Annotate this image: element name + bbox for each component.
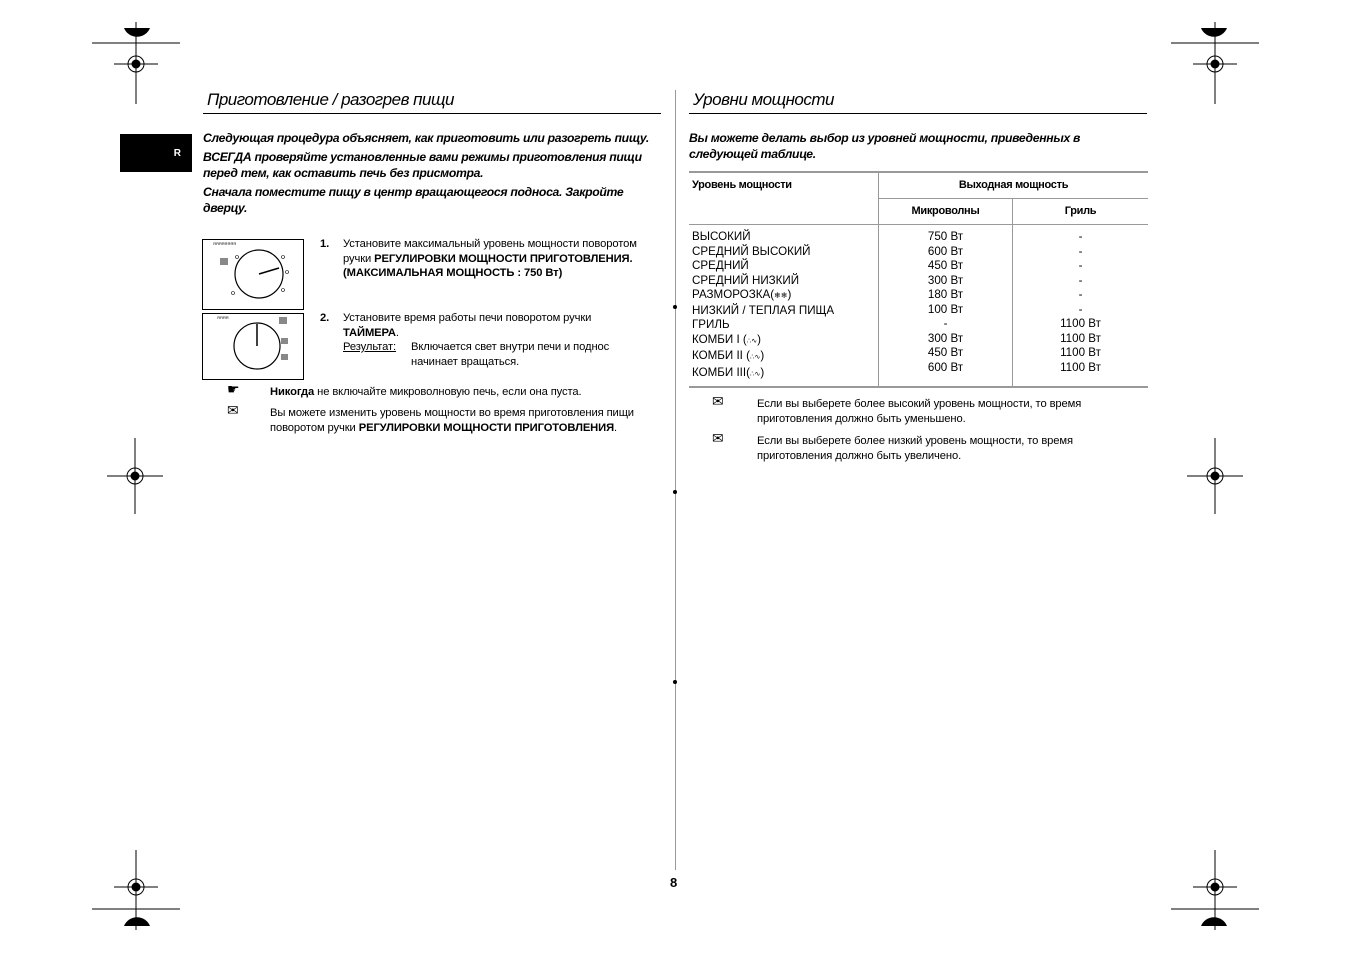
table-col-level bbox=[689, 225, 879, 386]
defrost-icon: ❄❄ bbox=[774, 291, 788, 300]
divider-dot bbox=[673, 305, 677, 309]
power-table bbox=[689, 171, 1148, 388]
table-cell-micro: 300 Вт bbox=[927, 331, 964, 345]
divider-dot bbox=[673, 680, 677, 684]
step-1-number: 1. bbox=[320, 238, 330, 250]
table-cell-micro: 180 Вт bbox=[927, 288, 964, 301]
table-row-level: РАЗМОРОЗКА(❄❄) bbox=[692, 288, 792, 301]
table-header-level: Уровень мощности bbox=[689, 173, 879, 224]
table-row-level: НИЗКИЙ / ТЕПЛАЯ ПИЩА bbox=[692, 303, 835, 317]
combi-icon: ∴∿ bbox=[746, 337, 758, 345]
table-cell-grill: - bbox=[1078, 288, 1083, 301]
note-icon: ✉ bbox=[712, 393, 724, 409]
divider-dot bbox=[673, 490, 677, 494]
table-cell-grill: 1100 Вт bbox=[1060, 346, 1101, 359]
right-intro: Вы можете делать выбор из уровней мощности, приведенных в следующей таблице. bbox=[689, 131, 1081, 161]
combi-icon: ∴∿ bbox=[750, 370, 761, 378]
combi-icon: ∴∿ bbox=[750, 354, 761, 361]
power-dial-illustration bbox=[202, 239, 304, 310]
table-row-level: СРЕДНИЙ НИЗКИЙ bbox=[692, 273, 800, 287]
table-cell-grill: - bbox=[1078, 244, 1083, 258]
left-intro bbox=[203, 130, 661, 219]
left-section-title: Приготовление / разогрев пищи bbox=[203, 90, 661, 114]
table-col-microwave bbox=[879, 225, 1013, 386]
table-cell-grill: 1100 Вт bbox=[1060, 331, 1101, 345]
note-icon: ✉ bbox=[227, 402, 239, 418]
right-note-1: Если вы выберете более высокий уровень мощности, то время приготовления должно быть уменьшено. bbox=[757, 398, 1082, 425]
table-cell-grill: 1100 Вт bbox=[1060, 317, 1101, 330]
step-2-result-text: Включается свет внутри печи и поднос начинает вращаться. bbox=[411, 341, 610, 368]
note-icon: ✉ bbox=[712, 430, 724, 446]
table-cell-micro: 600 Вт bbox=[927, 244, 964, 258]
right-section-title: Уровни мощности bbox=[689, 90, 1147, 114]
language-tab: R bbox=[120, 134, 192, 172]
table-cell-grill: - bbox=[1078, 259, 1083, 272]
table-col-grill bbox=[1013, 225, 1148, 386]
intro-line-2: ВСЕГДА проверяйте установленные вами режимы приготовления пищи перед тем, как оставить печь без присмотра. bbox=[203, 150, 642, 180]
table-header-output: Выходная мощность bbox=[879, 173, 1148, 199]
table-cell-micro: 450 Вт bbox=[927, 259, 964, 272]
svg-text:ЯЯЯЯ: ЯЯЯЯ bbox=[217, 315, 229, 320]
table-header-grill: Гриль bbox=[1064, 205, 1097, 217]
table-cell-micro: 100 Вт bbox=[927, 302, 964, 316]
right-note-2: Если вы выберете более низкий уровень мощности, то время приготовления должно быть увеличено. bbox=[757, 435, 1073, 462]
table-cell-micro: - bbox=[943, 317, 948, 330]
step-2-number: 2. bbox=[320, 312, 330, 324]
table-cell-grill: 1100 Вт bbox=[1060, 360, 1101, 374]
step-2-result-label: Результат: bbox=[343, 341, 396, 353]
step-1-text: Установите максимальный уровень мощности поворотом ручки РЕГУЛИРОВКИ МОЩНОСТИ ПРИГОТОВЛЕНИЯ. (МАКСИМАЛЬНАЯ МОЩНОСТЬ : 750 Вт) bbox=[343, 238, 637, 279]
timer-dial-illustration bbox=[202, 313, 304, 380]
pointing-hand-icon: ☛ bbox=[227, 381, 240, 397]
left-note-1: Никогда не включайте микроволновую печь, если она пуста. bbox=[270, 386, 582, 398]
table-row-level: СРЕДНИЙ ВЫСОКИЙ bbox=[692, 244, 811, 258]
table-cell-micro: 450 Вт bbox=[927, 346, 964, 359]
table-header-microwave: Микроволны bbox=[879, 199, 1013, 224]
table-row-level: КОМБИ II (∴∿) bbox=[692, 349, 765, 362]
step-2-text: Установите время работы печи поворотом ручки ТАЙМЕРА. bbox=[343, 312, 592, 339]
left-note-2: Вы можете изменить уровень мощности во время приготовления пищи поворотом ручки РЕГУЛИРОВКИ МОЩНОСТИ ПРИГОТОВЛЕНИЯ. bbox=[270, 407, 634, 434]
table-row-level: КОМБИ III(∴∿) bbox=[692, 365, 765, 379]
svg-text:ЯЯЯЯЯЯЯЯ: ЯЯЯЯЯЯЯЯ bbox=[213, 241, 237, 246]
page-number: 8 bbox=[670, 875, 678, 890]
table-cell-micro: 600 Вт bbox=[927, 360, 964, 374]
table-cell-grill: - bbox=[1078, 302, 1083, 316]
table-row-level: ГРИЛЬ bbox=[692, 318, 730, 331]
table-cell-grill: - bbox=[1078, 230, 1083, 243]
table-cell-micro: 300 Вт bbox=[927, 273, 964, 287]
table-cell-grill: - bbox=[1078, 273, 1083, 287]
table-row-level: ВЫСОКИЙ bbox=[692, 230, 751, 243]
table-cell-micro: 750 Вт bbox=[927, 230, 964, 243]
center-divider bbox=[675, 90, 676, 870]
intro-line-3: Сначала поместите пищу в центр вращающегося подноса. Закройте дверцу. bbox=[203, 185, 624, 215]
intro-line-1: Следующая процедура объясняет, как приготовить или разогреть пищу. bbox=[203, 131, 650, 145]
table-row-level: КОМБИ I (∴∿) bbox=[692, 332, 761, 346]
table-row-level: СРЕДНИЙ bbox=[692, 259, 749, 272]
